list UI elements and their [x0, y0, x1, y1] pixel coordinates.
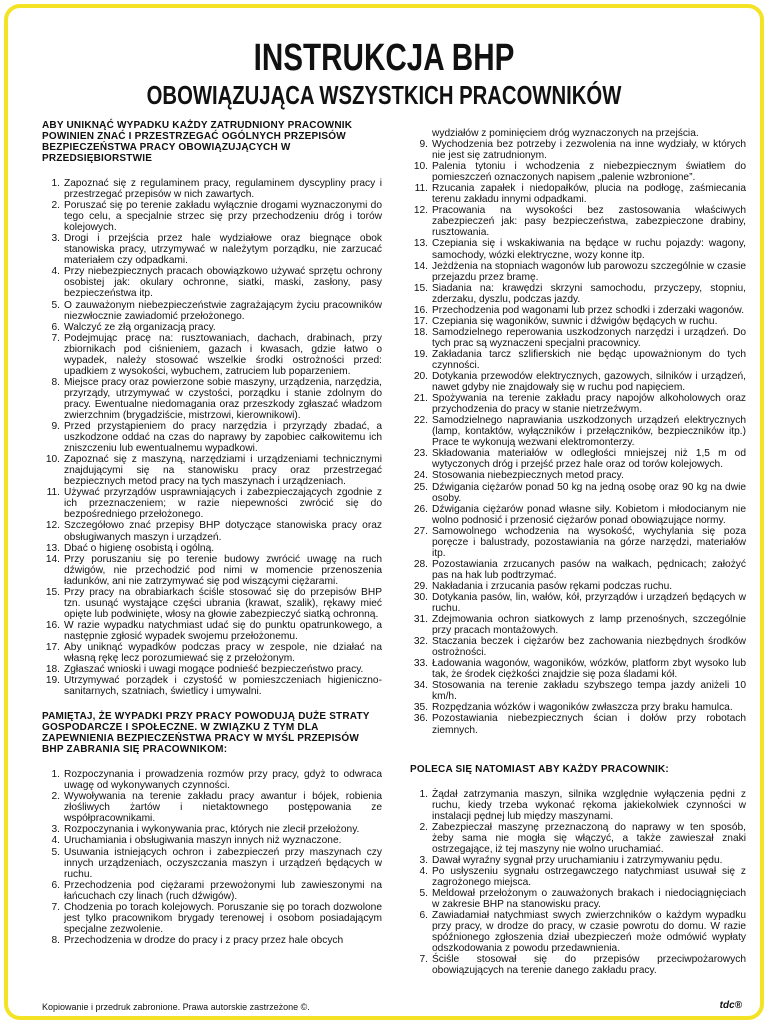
item-number: 13.	[45, 542, 60, 554]
list-item	[410, 713, 746, 735]
publisher-logo: tdc®	[719, 1000, 742, 1011]
item-number: 9.	[51, 421, 60, 433]
list-item	[42, 554, 382, 587]
item-number: 8.	[51, 934, 60, 946]
item-number: 17.	[45, 641, 60, 653]
list-item	[410, 504, 746, 526]
intro-heading: ABY UNIKNĄĆ WYPADKU KAŻDY ZATRUDNIONY PRACOWNIK POWINIEN ZNAĆ I PRZESTRZEGAĆ OGÓLNYCH PRZEPISÓW BEZPIECZEŃSTWA PRACY OBOWIĄZUJĄCYCH W PRZEDSIĘBIORSTWIE	[42, 120, 353, 164]
item-number: 1.	[51, 769, 60, 781]
item-text: Wychodzenia bez potrzeby i zezwolenia na inne wydziały, w których nie jest się zatrudnionym.	[432, 139, 746, 162]
item-number: 25.	[413, 481, 428, 493]
item-number: 6.	[51, 879, 60, 891]
item-text: Czepiania się i wskakiwania na będące w ruchu pojazdy: wagony, samochody, wózki elektryczne, wozy konne itp.	[432, 238, 746, 261]
list-item	[410, 526, 746, 559]
item-number: 29.	[413, 580, 428, 592]
item-text: Spożywania na terenie zakładu pracy napojów alkoholowych oraz przychodzenia do pracy w stanie nietrzeźwym.	[432, 393, 746, 416]
prohibitions-list-continued	[410, 139, 746, 736]
item-text: Dotykania przewodów elektrycznych, gazowych, silników i urządzeń, nawet gdyby nie znajdowały się w ruchu pod napięciem.	[432, 371, 746, 394]
item-text: Składowania materiałów w odległości mniejszej niż 1,5 m od wytyczonych dróg i przejść przez hale oraz od torów kolejowych.	[432, 448, 746, 471]
item-number: 13.	[413, 238, 428, 250]
list-item	[410, 470, 746, 481]
list-item	[42, 520, 382, 542]
item-text: Czepiania się wagoników, suwnic i dźwigów będących w ruchu.	[432, 315, 718, 327]
item-number: 3.	[419, 854, 428, 866]
item-text: Poruszać się po terenie zakładu wyłącznie drogami wyznaczonymi do tego celu, a specjalnie strzec się przy przechodzeniu dróg i torów kolejowych.	[64, 200, 382, 234]
item-text: Ładowania wagonów, wagoników, wózków, platform zbyt wysoko lub tak, że środek ciężkości znajdzie się poza śladami kół.	[432, 658, 746, 681]
list-item	[410, 866, 746, 888]
list-item	[410, 910, 746, 954]
item-text: Pracowania na wysokości bez zastosowania właściwych zabezpieczeń jak: pasy bezpieczeństwa, zabezpieczone drabiny, rusztowania.	[432, 205, 746, 239]
item-number: 10.	[413, 161, 428, 173]
item-text: Usuwania istniejących ochron i zabezpieczeń przy maszynach czy innych urządzeniach, oczyszczania maszyn i urządzeń będących w ruchu.	[64, 846, 382, 880]
recommendations-heading: POLECA SIĘ NATOMIAST ABY KAŻDY PRACOWNIK:	[410, 763, 669, 775]
item-number: 4.	[419, 865, 428, 877]
list-item	[42, 902, 382, 935]
item-text: Samowolnego wchodzenia na wysokość, wychylania się poza poręcze i balustrady, pozostawiania na górze narzędzi, materiałów itp.	[432, 525, 746, 559]
item-number: 35.	[413, 702, 428, 714]
list-item	[42, 847, 382, 880]
item-number: 6.	[419, 910, 428, 922]
item-number: 5.	[51, 846, 60, 858]
list-item	[410, 954, 746, 976]
item-text: Używać przyrządów usprawniających i zabezpieczających zgodnie z ich przeznaczeniem; w razie niepewności zwrócić się do bezpośredniego przełożonego.	[64, 487, 382, 521]
list-item	[42, 300, 382, 322]
poster-frame	[4, 4, 764, 1020]
list-item	[42, 880, 382, 902]
item-text: Przechodzenia pod wagonami lub przez schodki i zderzaki wagonów.	[432, 304, 745, 316]
item-text: Rozpoczynania i prowadzenia rozmów przy pracy, gdyż to odwraca uwagę od wykonywanych czynności.	[64, 769, 382, 792]
item-text: Dźwigania ciężarów ponad własne siły. Kobietom i młodocianym nie wolno podnosić i przenosić ciężarów ponad obowiązujące normy.	[432, 503, 746, 526]
item-text: Jeżdżenia na stopniach wagonów lub parowozu szczególnie w czasie przejazdu przez bramę.	[432, 260, 746, 283]
item-text: Zgłaszać wnioski i uwagi mogące podnieść bezpieczeństwo pracy.	[64, 664, 364, 676]
item-text: Zapoznać się z regulaminem pracy, regulaminem dyscypliny pracy i przestrzegać przepisów w nich zawartych.	[64, 178, 382, 201]
prohibitions-heading: PAMIĘTAJ, ŻE WYPADKI PRZY PRACY POWODUJĄ DUŻE STRATY GOSPODARCZE I SPOŁECZNE. W ZWIĄZKU Z TYM DLA ZAPEWNIENIA BEZPIECZEŃSTWA PRACY W MYŚL PRZEPISÓW BHP ZABRANIA SIĘ PRACOWNIKOM:	[42, 711, 370, 756]
right-column	[410, 128, 746, 976]
item-number: 31.	[413, 614, 428, 626]
item-text: Stosowania na terenie zakładu szybszego tempa jazdy aniżeli 10 km/h.	[432, 680, 746, 703]
item-text: Podejmując pracę na: rusztowaniach, dachach, drabinach, przy zbiornikach pod ciśnieniem, gazach i kwasach, gdzie łatwo o wypadek, należy stosować wszelkie środki ostrożności przed: upadkiem z wysokości, wybuchem, zatruciem lub poparzeniem.	[64, 332, 382, 377]
list-item	[42, 664, 382, 675]
list-item	[410, 822, 746, 855]
item-number: 2.	[51, 200, 60, 212]
item-number: 7.	[419, 954, 428, 966]
list-item	[410, 592, 746, 614]
list-item	[410, 581, 746, 592]
item-number: 18.	[45, 664, 60, 676]
item-number: 3.	[51, 233, 60, 245]
list-item	[410, 448, 746, 470]
item-text: Nakładania i zrzucania pasów rękami podczas ruchu.	[432, 580, 673, 592]
copyright-footer: Kopiowanie i przedruk zabronione. Prawa autorskie zastrzeżone ©.	[42, 1002, 310, 1012]
prohibitions-list	[42, 769, 382, 946]
list-item	[410, 316, 746, 327]
list-item	[410, 393, 746, 415]
item-text: Zdejmowania ochron siatkowych z lamp przenośnych, szczególnie przy pracach montażowych.	[432, 614, 746, 637]
list-item	[410, 636, 746, 658]
item-text: Zapoznać się z maszyną, narzędziami i urządzeniami technicznymi znajdującymi się na stanowisku pracy oraz przestrzegać bezpiecznych metod pracy na tych maszynach i urządzeniach.	[64, 454, 382, 488]
list-item	[410, 559, 746, 581]
item-text: Pozostawiania zrzucanych pasów na wałkach, pędnicach; założyć pas na hak lub podtrzymać.	[432, 558, 746, 581]
item-number: 12.	[413, 205, 428, 217]
item-text: W razie wypadku natychmiast udać się do punktu opatrunkowego, a następnie zgłosić wypadek swojemu przełożonemu.	[64, 619, 382, 642]
list-item	[42, 421, 382, 454]
list-item	[42, 791, 382, 824]
item-number: 19.	[413, 348, 428, 360]
item-text: Ściśle stosował się do przepisów przeciwpożarowych obowiązujących na terenie danego zakładu pracy.	[432, 954, 746, 977]
item-text: Samodzielnego reperowania uszkodzonych narzędzi i urządzeń. Do tych prac są wyznaczeni specjalni pracownicy.	[432, 326, 746, 349]
item-number: 7.	[51, 332, 60, 344]
item-number: 5.	[419, 888, 428, 899]
item-number: 33.	[413, 658, 428, 670]
item-text: Wywoływania na terenie zakładu pracy awantur i bójek, robienia złośliwych żartów i nietaktownego postępowania ze współpracownikami.	[64, 791, 382, 825]
list-item	[42, 266, 382, 299]
list-item	[42, 620, 382, 642]
item-text: Przy poruszaniu się po terenie budowy zwrócić uwagę na ruch dźwigów, nie przechodzić pod nimi w momencie przenoszenia ładunków, ani nie zatrzymywać się pod wiszącymi ciężarami.	[64, 553, 382, 587]
item-number: 23.	[413, 448, 428, 460]
list-item	[410, 261, 746, 283]
list-item	[410, 283, 746, 305]
item-number: 20.	[413, 371, 428, 383]
item-text: O zauważonym niebezpieczeństwie zagrażającym życiu pracowników niezwłocznie zawiadomić przełożonego.	[64, 299, 382, 322]
item-text: Przechodzenia w drodze do pracy i z pracy przez hale obcych	[64, 934, 344, 946]
item-text: Żądał zatrzymania maszyn, silnika względnie wyłączenia pędni z ruchu, kiedy trzeba wykonać rękoma jakiekolwiek czynności w instalacji pędnej lub między maszynami.	[432, 788, 746, 822]
item-number: 34.	[413, 680, 428, 692]
item-number: 15.	[45, 586, 60, 598]
item-number: 26.	[413, 503, 428, 515]
item-number: 11.	[46, 487, 60, 499]
list-item	[42, 454, 382, 487]
item-number: 16.	[413, 304, 428, 316]
item-number: 11.	[414, 183, 428, 195]
list-item	[410, 888, 746, 910]
item-text: Pozostawiania niebezpiecznych ścian i dołów przy robotach ziemnych.	[432, 713, 746, 736]
item-number: 30.	[413, 591, 428, 603]
list-item	[410, 855, 746, 866]
list-item	[42, 233, 382, 266]
list-item	[42, 769, 382, 791]
item-text: Palenia tytoniu i wchodzenia z niebezpiecznym światłem do pomieszczeń oznaczonych napisem „palenie wzbronione”.	[432, 161, 746, 184]
item-number: 14.	[413, 260, 428, 272]
list-item	[410, 238, 746, 260]
item-text: Przy pracy na obrabiarkach ściśle stosować się do przepisów BHP tzn. usunąć wystające części ubrania (krawat, szalik), rękawy mieć opięte lub podwinięte, włosy na głowie zabezpieczyć siatką ochronną.	[64, 586, 382, 620]
item-number: 7.	[51, 901, 60, 913]
item-number: 28.	[413, 558, 428, 570]
list-item	[42, 200, 382, 233]
list-item	[410, 349, 746, 371]
item-number: 4.	[51, 266, 60, 278]
list-item	[410, 658, 746, 680]
list-item	[42, 642, 382, 664]
list-item	[42, 824, 382, 835]
item-number: 16.	[45, 619, 60, 631]
item-number: 10.	[45, 454, 60, 466]
item-text: Rzucania zapałek i niedopałków, plucia na podłogę, zaśmiecania terenu zakładu innymi odpadkami.	[432, 183, 746, 206]
item-number: 1.	[419, 788, 428, 800]
item-number: 9.	[419, 139, 428, 151]
item-number: 32.	[413, 636, 428, 648]
item-text: Aby uniknąć wypadków podczas pracy w zespole, nie działać na własną rękę lecz porozumiewać się z przełożonym.	[64, 641, 382, 665]
item-text: Uruchamiania i obsługiwania maszyn innych niż wyznaczone.	[64, 835, 342, 847]
item-text: Po usłyszeniu sygnału ostrzegawczego natychmiast usuwał się z zagrożonego miejsca.	[432, 865, 746, 888]
item-text: Siadania na: krawędzi skrzyni samochodu, przyczepy, stopniu, zderzaku, dyszlu, podczas jazdy.	[432, 282, 746, 305]
item-number: 5.	[51, 299, 60, 311]
list-item	[42, 322, 382, 333]
item-text: Walczyć ze złą organizacją pracy.	[64, 321, 216, 333]
list-item	[42, 543, 382, 554]
item-number: 6.	[51, 321, 60, 333]
list-item	[410, 161, 746, 183]
list-item	[42, 333, 382, 377]
list-item	[42, 675, 382, 697]
list-item	[410, 205, 746, 238]
item-text: Samodzielnego naprawiania uszkodzonych urządzeń elektrycznych (lamp, kontaktów, wyłączników i przełączników, bezpieczników itp.) Prace te wykonują wezwani elektromonterzy.	[432, 415, 746, 449]
item-number: 36.	[413, 713, 428, 725]
prohibition-8-continuation: wydziałów z pominięciem dróg wyznaczonych na przejścia.	[432, 128, 699, 139]
list-item	[410, 702, 746, 713]
list-item	[410, 789, 746, 822]
item-number: 3.	[51, 824, 60, 836]
item-number: 18.	[413, 326, 428, 338]
list-item	[410, 482, 746, 504]
item-text: Dotykania pasów, lin, wałów, kół, przyrządów i urządzeń będących w ruchu.	[432, 591, 746, 615]
item-text: Miejsce pracy oraz powierzone sobie maszyny, urządzenia, narzędzia, przyrządy, utrzymywać w czystości, porządku i stanie zdolnym do pracy. Ewentualne niedomagania oraz przeszkody zgłaszać władzom zwierzchnim (brygadziście, mistrzowi, kierownikowi).	[64, 376, 382, 421]
item-text: Utrzymywać porządek i czystość w pomieszczeniach higieniczno-sanitarnych, szatniach, świetlicy i umywalni.	[64, 675, 382, 698]
item-text: Przy niebezpiecznych pracach obowiązkowo używać sprzętu ochrony osobistej jak: okulary ochronne, siatki, maski, zasłony, pasy bezpieczeństwa itp.	[64, 266, 382, 300]
page-title: INSTRUKCJA BHP	[253, 37, 515, 79]
item-number: 4.	[51, 835, 60, 847]
item-text: Rozpoczynania i wykonywania prac, których nie zlecił przełożony.	[64, 824, 360, 836]
item-text: Stosowania niebezpiecznych metod pracy.	[432, 470, 624, 482]
item-number: 22.	[413, 415, 428, 427]
item-text: Przechodzenia pod ciężarami przewożonymi lub zawieszonymi na łańcuchach czy linach (ruch dźwigów).	[64, 879, 382, 902]
item-number: 12.	[45, 520, 60, 532]
item-text: Zawiadamiał natychmiast swych zwierzchników o każdym wypadku przy pracy, w drodze do pracy, w czasie powrotu do domu. W razie spóźnionego zgłoszenia dział ubezpieczeń może odmówić wypłaty odszkodowania z powodu przedawnienia.	[432, 910, 746, 955]
list-item	[410, 183, 746, 205]
list-item	[42, 487, 382, 520]
item-text: Dawał wyraźny sygnał przy uruchamianiu i zatrzymywaniu pędu.	[432, 854, 723, 866]
item-number: 2.	[419, 821, 428, 833]
list-item	[42, 935, 382, 946]
list-item	[42, 377, 382, 421]
item-number: 17.	[413, 315, 428, 327]
item-number: 14.	[45, 553, 60, 565]
item-number: 1.	[51, 178, 60, 189]
item-text: Staczania beczek i ciężarów bez zachowania niezbędnych środków ostrożności.	[432, 636, 746, 659]
item-text: Przed przystąpieniem do pracy narzędzia i przyrządy zbadać, a uszkodzone oddać na czas do naprawy by zapobiec całkowitemu ich zniszczeniu lub ewentualnemu wypadkowi.	[64, 421, 382, 455]
list-item	[410, 139, 746, 161]
list-item	[42, 835, 382, 846]
item-number: 19.	[45, 675, 60, 687]
left-column	[42, 120, 382, 946]
list-item	[410, 614, 746, 636]
list-item	[410, 305, 746, 316]
list-item	[42, 587, 382, 620]
item-text: Chodzenia po torach kolejowych. Poruszanie się po torach dozwolone jest tylko pracownikom brygady terenowej i osobom posiadającym specjalne zezwolenie.	[64, 901, 382, 935]
item-text: Zabezpieczał maszynę przeznaczoną do naprawy w ten sposób, żeby sama nie mogła się włączyć, a także zawieszał znaki ostrzegające, iż tej maszyny nie wolno uruchamiać.	[432, 821, 746, 855]
item-text: Zakładania tarcz szlifierskich nie będąc upoważnionym do tych czynności.	[432, 348, 746, 371]
list-item	[410, 371, 746, 393]
list-item	[410, 680, 746, 702]
obligations-list	[42, 178, 382, 697]
item-number: 2.	[51, 791, 60, 803]
list-item	[42, 178, 382, 200]
item-text: Meldował przełożonym o zauważonych brakach i niedociągnięciach w zakresie BHP na stanowisku pracy.	[432, 888, 746, 911]
item-text: Dźwigania ciężarów ponad 50 kg na jedną osobę oraz 90 kg na dwie osoby.	[432, 481, 746, 504]
item-text: Dbać o higienę osobistą i ogólną.	[64, 542, 215, 554]
item-text: Drogi i przejścia przez hale wydziałowe oraz biegnące obok stanowiska pracy, utrzymywać w należytym porządku, nie zarzucać materiałem czy odpadkami.	[64, 233, 382, 267]
item-number: 15.	[413, 282, 428, 294]
item-text: Szczegółowo znać przepisy BHP dotyczące stanowiska pracy oraz obsługiwanych maszyn i urządzeń.	[64, 520, 382, 543]
item-number: 24.	[413, 470, 428, 482]
recommendations-list	[410, 789, 746, 977]
item-number: 27.	[413, 525, 428, 537]
item-text: Rozpędzania wózków i wagoników zwłaszcza przy braku hamulca.	[432, 702, 733, 714]
list-item	[410, 415, 746, 448]
item-number: 21.	[413, 393, 428, 405]
page-subtitle: OBOWIĄZUJĄCA WSZYSTKICH PRACOWNIKÓW	[146, 80, 622, 110]
item-number: 8.	[51, 376, 60, 388]
list-item	[410, 327, 746, 349]
